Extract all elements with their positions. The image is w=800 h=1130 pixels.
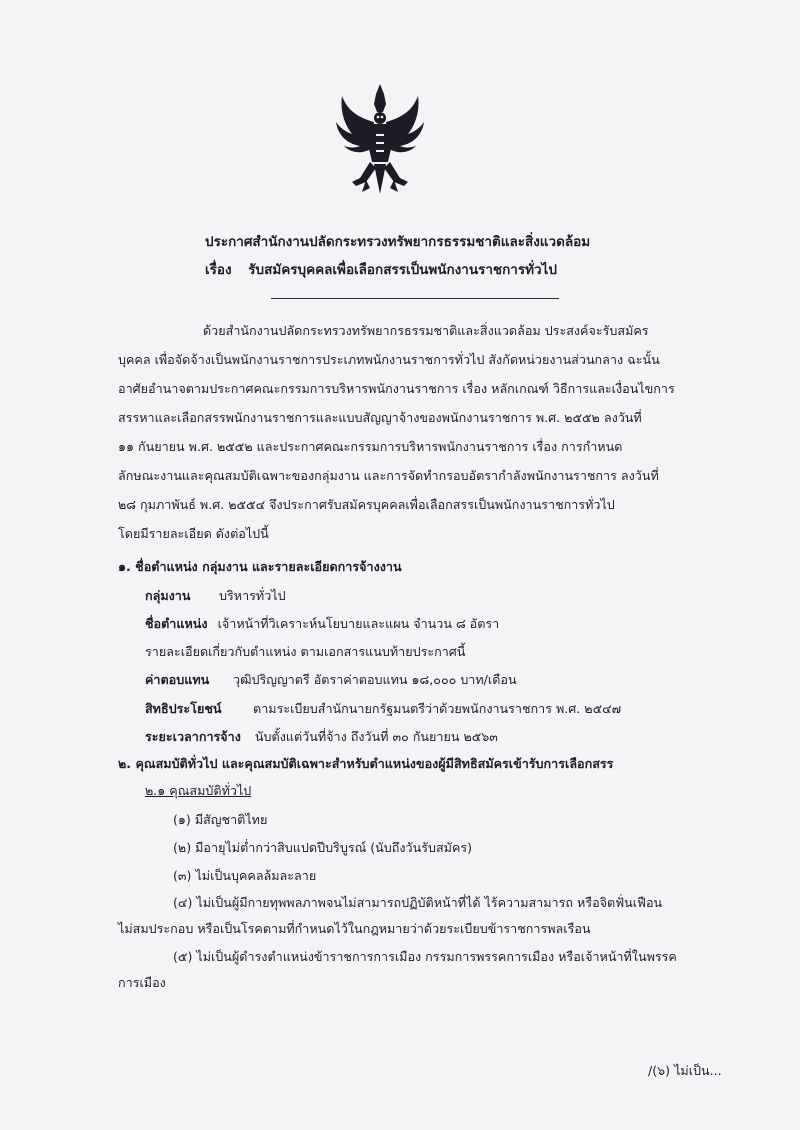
pay-value: วุฒิปริญญาตรี อัตราค่าตอบแทน ๑๘,๐๐๐ บาท/เดือน [233,672,517,687]
section-1-heading: ๑. ชื่อตำแหน่ง กลุ่มงาน และรายละเอียดการจ้างงาน [118,559,402,574]
qualification-item: (๒) มีอายุไม่ต่ำกว่าสิบแปดปีบริบูรณ์ (นับถึงวันรับสมัคร) [173,840,473,855]
group-label: กลุ่มงาน [145,588,191,603]
period-value: นับตั้งแต่วันที่จ้าง ถึงวันที่ ๓๐ กันยายน ๒๕๖๓ [254,729,498,744]
group-row [145,586,286,606]
intro-line: บุคคล เพื่อจัดจ้างเป็นพนักงานราชการประเภทพนักงานราชการทั่วไป สังกัดหน่วยงานส่วนกลาง ฉะนั้น [118,352,660,367]
details-row: รายละเอียดเกี่ยวกับตำแหน่ง ตามเอกสารแนบท้ายประกาศนี้ [145,644,466,659]
period-label: ระยะเวลาการจ้าง [145,729,241,744]
position-row [145,614,499,634]
subject-label: เรื่อง [205,262,232,278]
intro-line: โดยมีรายละเอียด ดังต่อไปนี้ [118,526,269,541]
intro-line: ๒๘ กุมภาพันธ์ พ.ศ. ๒๕๕๔ จึงประกาศรับสมัครบุคคลเพื่อเลือกสรรเป็นพนักงานราชการทั่วไป [118,497,615,512]
header-divider [271,298,559,299]
pay-label: ค่าตอบแทน [145,672,210,687]
intro-line: ด้วยสำนักงานปลัดกระทรวงทรัพยากรธรรมชาติและสิ่งแวดล้อม ประสงค์จะรับสมัคร [203,323,649,338]
announcement-title: ประกาศสำนักงานปลัดกระทรวงทรัพยากรธรรมชาติและสิ่งแวดล้อม [205,234,591,250]
intro-line: ลักษณะงานและคุณสมบัติเฉพาะของกลุ่มงาน และการจัดทำกรอบอัตรากำลังพนักงานราชการ ลงวันที่ [118,468,659,483]
page-continuation: /(๖) ไม่เป็น... [648,1063,722,1078]
intro-line: ๑๑ กันยายน พ.ศ. ๒๕๕๒ และประกาศคณะกรรมการบริหารพนักงานราชการ เรื่อง การกำหนด [118,439,623,454]
pay-row [145,670,517,690]
subject-text: รับสมัครบุคคลเพื่อเลือกสรรเป็นพนักงานราชการทั่วไป [248,262,557,278]
intro-line: อาศัยอำนาจตามประกาศคณะกรรมการบริหารพนักงานราชการ เรื่อง หลักเกณฑ์ วิธีการและเงื่อนไขการ [118,381,675,396]
benefit-value: ตามระเบียบสำนักนายกรัฐมนตรีว่าด้วยพนักงานราชการ พ.ศ. ๒๕๔๗ [253,701,622,716]
garuda-emblem-icon [330,82,430,198]
intro-line: สรรหาและเลือกสรรพนักงานราชการและแบบสัญญาจ้างของพนักงานราชการ พ.ศ. ๒๕๕๒ ลงวันที่ [118,410,642,425]
benefit-label: สิทธิประโยชน์ [145,701,222,716]
qualification-item-continued: ไม่สมประกอบ หรือเป็นโรคตามที่กำหนดไว้ในกฎหมายว่าด้วยระเบียบข้าราชการพลเรือน [118,921,591,936]
benefit-row [145,699,621,719]
qualification-item-continued: การเมือง [118,975,166,990]
announcement-subject [205,258,765,280]
qualification-item: (๑) มีสัญชาติไทย [173,812,268,827]
qualification-item: (๕) ไม่เป็นผู้ดำรงตำแหน่งข้าราชการการเมือง กรรมการพรรคการเมือง หรือเจ้าหน้าที่ในพรรค [173,949,677,964]
section-2-1-heading: ๒.๑ คุณสมบัติทั่วไป [145,783,252,798]
position-value: เจ้าหน้าที่วิเคราะห์นโยบายและแผน จำนวน ๘ อัตรา [217,616,500,631]
position-label: ชื่อตำแหน่ง [145,616,208,631]
qualification-item: (๔) ไม่เป็นผู้มีกายทุพพลภาพจนไม่สามารถปฏิบัติหน้าที่ได้ ไร้ความสามารถ หรือจิตฟั่นเฟือน [173,895,663,910]
qualification-item: (๓) ไม่เป็นบุคคลล้มละลาย [173,868,317,883]
period-row [145,727,498,747]
group-value: บริหารทั่วไป [219,588,286,603]
section-2-heading: ๒. คุณสมบัติทั่วไป และคุณสมบัติเฉพาะสำหรับตำแหน่งของผู้มีสิทธิสมัครเข้ารับการเลือกสรร [118,756,614,771]
